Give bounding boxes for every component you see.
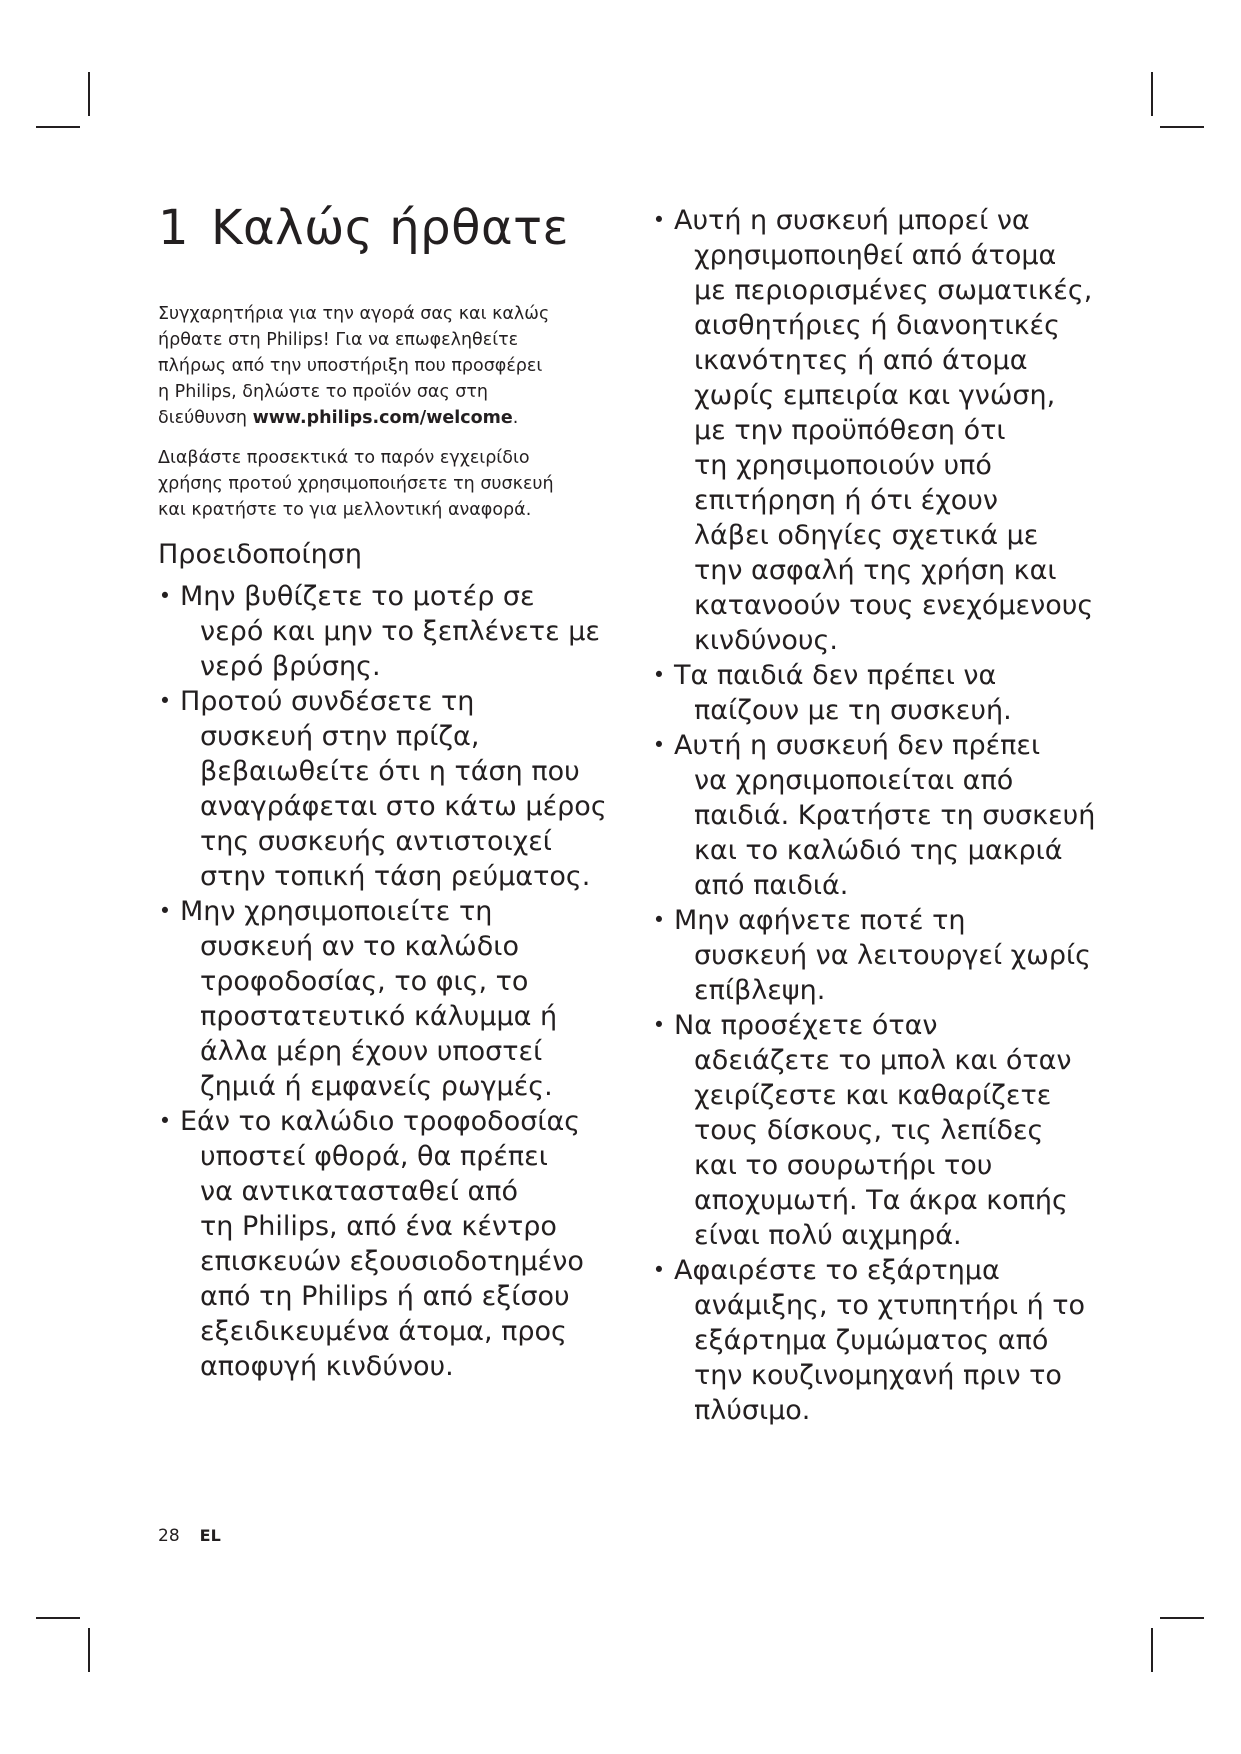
warning-item-line: με περιορισμένες σωματικές,	[694, 275, 1093, 306]
warning-list-item	[652, 903, 1095, 1008]
warning-item-line: Αυτή η συσκευή δεν πρέπει	[674, 730, 1041, 761]
warning-list-item	[158, 1104, 607, 1384]
page-number: 28	[158, 1526, 180, 1546]
warning-item-line: με την προϋπόθεση ότι	[694, 415, 1006, 446]
warning-item-line: Μην χρησιμοποιείτε τη	[180, 896, 493, 927]
warning-item-line: πλύσιμο.	[694, 1395, 811, 1426]
warning-item-line: Τα παιδιά δεν πρέπει να	[674, 660, 997, 691]
intro-line	[158, 405, 598, 431]
warning-item-line: συσκευή αν το καλώδιο	[200, 931, 519, 962]
warning-item-line: και το σουρωτήρι του	[694, 1150, 993, 1181]
warning-item-line: βεβαιωθείτε ότι η τάση που	[200, 756, 580, 787]
bullet-dot-icon: •	[652, 663, 666, 687]
warning-item-line: επιτήρηση ή ότι έχουν	[694, 485, 999, 516]
warning-item-line: υποστεί φθορά, θα πρέπει	[200, 1141, 548, 1172]
warning-list-item	[652, 1008, 1095, 1253]
warning-item-line: στην τοπική τάση ρεύματος.	[200, 861, 591, 892]
warning-list-item	[158, 684, 607, 894]
warning-heading: Προειδοποίηση	[158, 539, 362, 570]
crop-mark-bottom-left-vertical	[88, 1628, 90, 1672]
intro-line: Συγχαρητήρια για την αγορά σας και καλώς	[158, 304, 550, 324]
intro-line: πλήρως από την υποστήριξη που προσφέρει	[158, 356, 543, 376]
warning-item-line: Μην αφήνετε ποτέ τη	[674, 905, 966, 936]
intro-line: χρήσης προτού χρησιμοποιήσετε τη συσκευή	[158, 474, 554, 494]
crop-mark-bottom-left-horizontal	[36, 1617, 80, 1619]
crop-mark-top-left-vertical	[88, 72, 90, 116]
warning-item-line: τους δίσκους, τις λεπίδες	[694, 1115, 1044, 1146]
warning-item-line: επισκευών εξουσιοδοτημένο	[200, 1246, 584, 1277]
warning-item-line: Προτού συνδέσετε τη	[180, 686, 475, 717]
intro-line: και κρατήστε το για μελλοντική αναφορά.	[158, 500, 532, 520]
warning-item-line: είναι πολύ αιχμηρά.	[694, 1220, 962, 1251]
warning-item-line: κινδύνους.	[694, 625, 838, 656]
warning-item-line: εξειδικευμένα άτομα, προς	[200, 1316, 567, 1347]
warning-item-line: τη Philips, από ένα κέντρο	[200, 1211, 557, 1242]
bullet-dot-icon: •	[158, 899, 172, 923]
crop-mark-top-left-horizontal	[36, 126, 80, 128]
bullet-dot-icon: •	[652, 908, 666, 932]
warning-item-line: χωρίς εμπειρία και γνώση,	[694, 380, 1056, 411]
warning-item-line: αποχυμωτή. Τα άκρα κοπής	[694, 1185, 1068, 1216]
warning-item-line: ικανότητες ή από άτομα	[694, 345, 1028, 376]
warning-item-line: συσκευή στην πρίζα,	[200, 721, 480, 752]
bullet-dot-icon: •	[158, 584, 172, 608]
page-footer	[158, 1526, 221, 1546]
warning-item-line: επίβλεψη.	[694, 975, 826, 1006]
warning-item-line: εξάρτημα ζυμώματος από	[694, 1325, 1049, 1356]
welcome-url-link[interactable]: www.philips.com/welcome	[252, 408, 513, 428]
crop-mark-bottom-right-vertical	[1151, 1628, 1153, 1672]
warning-item-line: Να προσέχετε όταν	[674, 1010, 938, 1041]
warning-item-line: κατανοούν τους ενεχόμενους	[694, 590, 1094, 621]
crop-mark-bottom-right-horizontal	[1160, 1617, 1204, 1619]
warning-list-item	[158, 579, 607, 684]
warning-item-line: τροφοδοσίας, το φις, το	[200, 966, 529, 997]
warning-item-line: τη χρησιμοποιούν υπό	[694, 450, 992, 481]
warning-item-line: Εάν το καλώδιο τροφοδοσίας	[180, 1106, 581, 1137]
crop-mark-top-right-vertical	[1151, 72, 1153, 116]
warning-list-right	[652, 203, 1095, 1428]
warning-item-line: να αντικατασταθεί από	[200, 1176, 519, 1207]
intro-line: ήρθατε στη Philips! Για να επωφεληθείτε	[158, 330, 519, 350]
warning-item-line: ανάμιξης, το χτυπητήρι ή το	[694, 1290, 1086, 1321]
warning-list-left	[158, 579, 607, 1384]
warning-item-line: αδειάζετε το μπολ και όταν	[694, 1045, 1072, 1076]
warning-item-line: χρησιμοποιηθεί από άτομα	[694, 240, 1057, 271]
warning-item-line: Αφαιρέστε το εξάρτημα	[674, 1255, 1000, 1286]
warning-item-line: χειρίζεστε και καθαρίζετε	[694, 1080, 1052, 1111]
warning-item-line: να χρησιμοποιείται από	[694, 765, 1014, 796]
bullet-dot-icon: •	[652, 733, 666, 757]
warning-item-line: ζημιά ή εμφανείς ρωγμές.	[200, 1071, 553, 1102]
chapter-number: 1	[158, 200, 190, 256]
intro-paragraph-registration	[158, 301, 598, 431]
bullet-dot-icon: •	[158, 689, 172, 713]
warning-item-line: την κουζινομηχανή πριν το	[694, 1360, 1062, 1391]
chapter-title	[158, 200, 569, 256]
warning-item-line: άλλα μέρη έχουν υποστεί	[200, 1036, 543, 1067]
bullet-dot-icon: •	[652, 1013, 666, 1037]
warning-item-line: Μην βυθίζετε το μοτέρ σε	[180, 581, 535, 612]
warning-list-item	[652, 728, 1095, 903]
warning-item-line: προστατευτικό κάλυμμα ή	[200, 1001, 558, 1032]
warning-list-item	[652, 658, 1095, 728]
warning-item-line: από παιδιά.	[694, 870, 849, 901]
language-code: EL	[199, 1526, 221, 1545]
intro-line: η Philips, δηλώστε το προϊόν σας στη	[158, 382, 488, 402]
warning-item-line: λάβει οδηγίες σχετικά με	[694, 520, 1039, 551]
intro-line-suffix: .	[512, 408, 519, 428]
intro-line-prefix: διεύθυνση	[158, 408, 253, 428]
warning-item-line: παιδιά. Κρατήστε τη συσκευή	[694, 800, 1096, 831]
warning-item-line: νερό βρύσης.	[200, 651, 381, 682]
bullet-dot-icon: •	[652, 1258, 666, 1282]
bullet-dot-icon: •	[158, 1109, 172, 1133]
bullet-dot-icon: •	[652, 208, 666, 232]
intro-paragraph-read-manual	[158, 445, 598, 523]
warning-item-line: από τη Philips ή από εξίσου	[200, 1281, 570, 1312]
warning-item-line: συσκευή να λειτουργεί χωρίς	[694, 940, 1091, 971]
warning-list-item	[158, 894, 607, 1104]
warning-list-item	[652, 1253, 1095, 1428]
warning-item-line: αποφυγή κινδύνου.	[200, 1351, 454, 1382]
warning-item-line: αναγράφεται στο κάτω μέρος	[200, 791, 607, 822]
crop-mark-top-right-horizontal	[1160, 126, 1204, 128]
chapter-title-text: Καλώς ήρθατε	[211, 200, 569, 256]
warning-item-line: αισθητήριες ή διανοητικές	[694, 310, 1060, 341]
warning-item-line: την ασφαλή της χρήση και	[694, 555, 1057, 586]
intro-line: Διαβάστε προσεκτικά το παρόν εγχειρίδιο	[158, 448, 530, 468]
warning-item-line: παίζουν με τη συσκευή.	[694, 695, 1012, 726]
warning-item-line: Αυτή η συσκευή μπορεί να	[674, 205, 1030, 236]
warning-item-line: νερό και μην το ξεπλένετε με	[200, 616, 601, 647]
warning-item-line: και το καλώδιό της μακριά	[694, 835, 1063, 866]
warning-list-item	[652, 203, 1095, 658]
warning-item-line: της συσκευής αντιστοιχεί	[200, 826, 552, 857]
